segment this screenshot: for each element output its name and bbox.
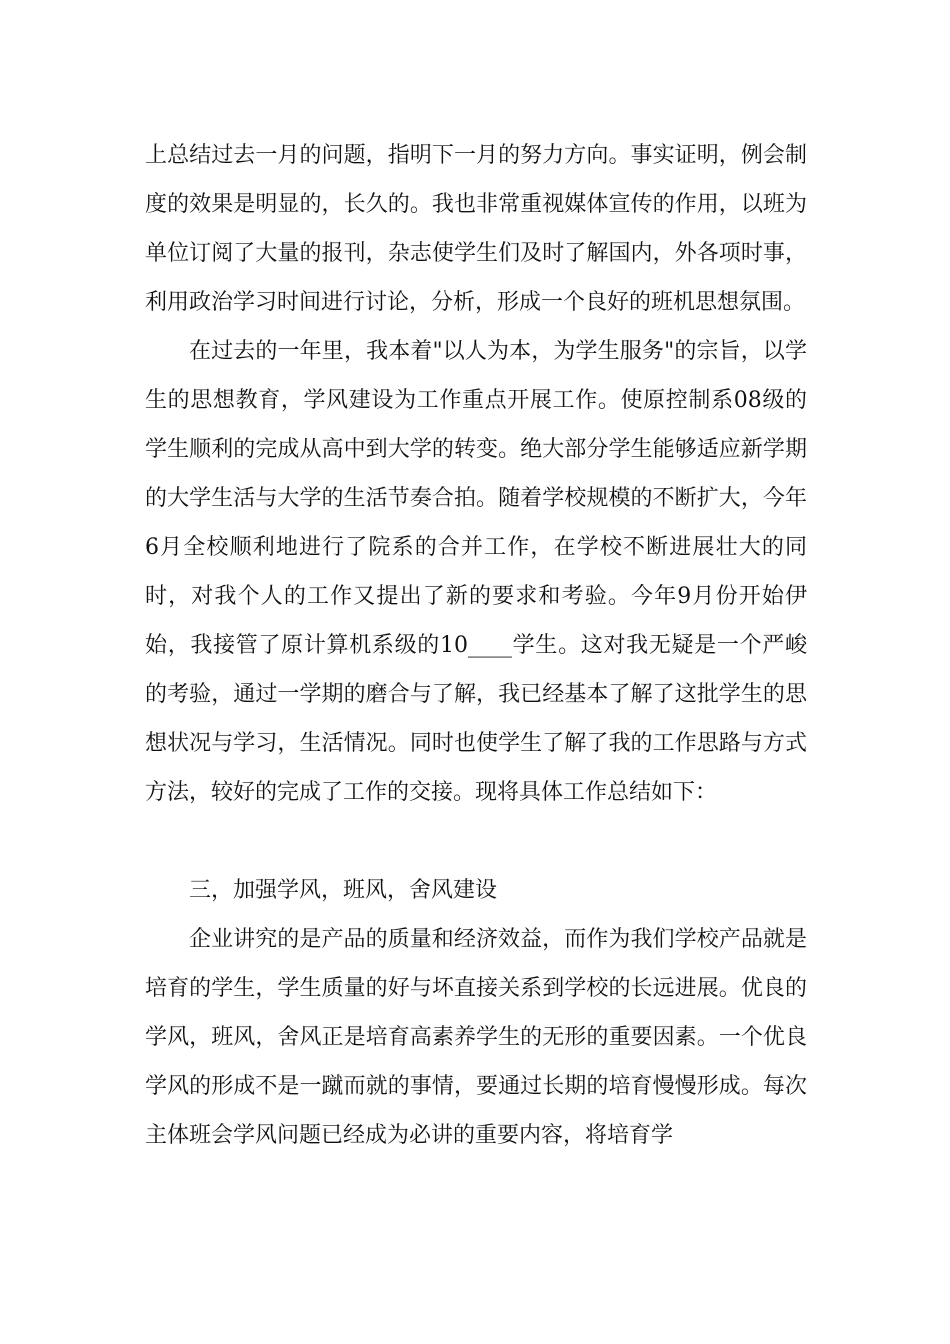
paragraph-continuation: 上总结过去一月的问题，指明下一月的努力方向。事实证明，例会制度的效果是明显的，长久的。我也非常重视媒体宣传的作用，以班为单位订阅了大量的报刊，杂志使学生们及时了解国内，外各项时事，利用政治学习时间进行讨论，分析，形成一个良好的班机思想氛围。	[145, 143, 807, 315]
paragraph-year-summary: 在过去的一年里，我本着"以人为本，为学生服务"的宗旨，以学生的思想教育，学风建设为工作重点开展工作。使原控制系08级的学生顺利的完成从高中到大学的转变。绝大部分学生能够适应新学期的大学生活与大学的生活节奏合拍。随着学校规模的不断扩大，今年6月全校顺利地进行了院系的合并工作，在学校不断进展壮大的同时，对我个人的工作又提出了新的要求和考验。今年9月份开始伊始，我接管了原计算机系级的10____学生。这对我无疑是一个严峻的考验，通过一学期的磨合与了解，我已经基本了解了这批学生的思想状况与学习，生活情况。同时也使学生了解了我的工作思路与方式方法，较好的完成了工作的交接。现将具体工作总结如下：	[145, 339, 807, 805]
section-heading: 三，加强学风，班风，舍风建设	[189, 878, 498, 903]
paragraph-study-style: 企业讲究的是产品的质量和经济效益，而作为我们学校产品就是培育的学生，学生质量的好与坏直接关系到学校的长远进展。优良的学风，班风，舍风正是培育高素养学生的无形的重要因素。一个优良学风的形成不是一蹴而就的事情，要通过长期的培育慢慢形成。每次主体班会学风问题已经成为必讲的重要内容，将培育学	[145, 927, 807, 1148]
document-body	[145, 131, 807, 1160]
paragraph-spacer	[145, 817, 807, 866]
